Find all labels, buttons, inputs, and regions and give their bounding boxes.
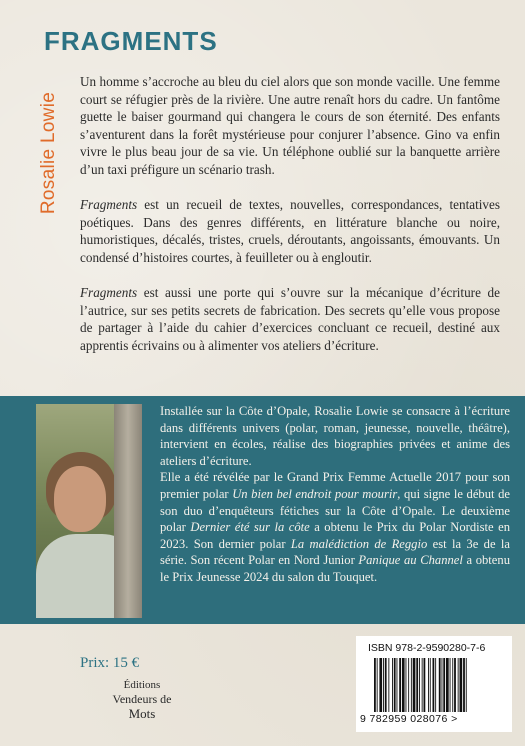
author-name-vertical — [34, 78, 64, 228]
blurb — [80, 73, 500, 372]
barcode-bars — [372, 658, 500, 712]
blurb-paragraph-1: Un homme s’accroche au bleu du ciel alors que son monde vacille. Une femme court se réfugier près de la rivière. Une autre renaît hors du cadre. Un fantôme guette le baiser gourmand qui changera le cours de son éternité. Des enfants s’aventurent dans la forêt mystérieuse pour conjurer l’absence. Gino va enfin vivre le plus beau jour de sa vie. Un téléphone oublié sur la banquette arrière d’un taxi préfigure un scénario trash. — [80, 74, 500, 177]
book-title-italic: Fragments — [80, 285, 138, 301]
publisher-line-2: Vendeurs de — [112, 692, 172, 706]
author-face — [54, 466, 106, 532]
bio-book-title-3: La malédiction de Reggio — [290, 536, 428, 551]
wooden-pole — [114, 404, 142, 618]
author-bio: Installée sur la Côte d’Opale, Rosalie Lowie se consacre à l’écriture dans différents univers (polar, roman, jeunesse, nouvelle, théâtre), intervient en écoles, réalise des biographies privées et anime des ateliers d’écriture. Elle a été révélée par le Grand Prix Femme Actuelle 2017 pour son premier polar Un bien bel endroit pour mourir, qui signe le début de son duo d’enquêteurs fétiches sur la Côte d’Opale. Le deuxième polar Dernier été sur la côte a obtenu le Prix du Polar Nordiste en 2023. Son dernier polar La malédiction de Reggio est la 3e de la série. Son récent Polar en Nord Junior Panique au Channel a obtenu le Prix Jeunesse 2024 du salon du Touquet. — [160, 404, 511, 584]
price-label: Prix: 15 € — [80, 655, 140, 671]
barcode-box — [356, 636, 512, 732]
isbn-label: ISBN 978-2-9590280-7-6 — [368, 642, 486, 654]
book-title-italic: Fragments — [80, 197, 138, 213]
publisher-line-1: Éditions — [123, 679, 161, 691]
publisher-logo — [104, 678, 180, 738]
blurb-paragraph-3: Fragments est aussi une porte qui s’ouvre sur la mécanique d’écriture de l’autrice, sur ses petits secrets de fabrication. Des secrets qu’elle vous propose de partager à l’aide du cahier d’exercices concluant ce recueil, destiné aux apprentis écrivains ou à alimenter vos ateliers d’écriture. — [80, 285, 500, 353]
barcode-digits: 9 782959 028076 > — [360, 713, 458, 725]
author-name: Rosalie Lowie — [38, 91, 59, 215]
blurb-paragraph-2: Fragments est un recueil de textes, nouvelles, correspondances, tentatives poétiques. Dans des genres différents, en littérature blanche ou noire, humoristiques, décalés, tristes, cruels, déroutants, angoissants, émouvants. Un condensé d’histoires courtes, à feuilleter ou à engloutir. — [80, 197, 500, 265]
bio-book-title-4: Panique au Channel — [358, 553, 463, 568]
book-title: FRAGMENTS — [44, 26, 218, 56]
bio-book-title-2: Dernier été sur la côte — [190, 520, 310, 535]
bio-book-title-1: Un bien bel endroit pour mourir — [232, 486, 398, 501]
publisher-line-3: Mots — [128, 706, 156, 721]
author-photo — [36, 404, 142, 618]
